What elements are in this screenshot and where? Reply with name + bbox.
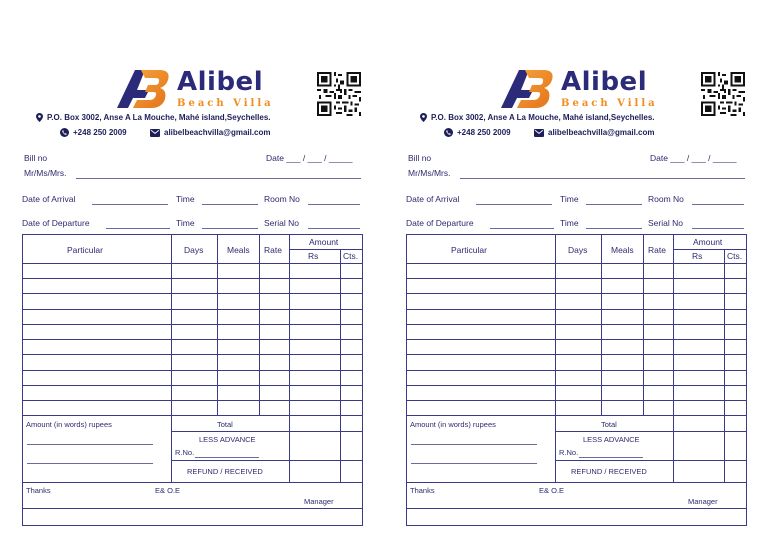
amount-words-label: Amount (in words) rupees <box>26 420 112 429</box>
footer-divider <box>23 482 362 483</box>
brand-tagline: Beach Villa <box>177 98 274 109</box>
serial-no-blank[interactable] <box>692 228 744 229</box>
amount-words-blank[interactable] <box>27 444 153 445</box>
ab-monogram <box>499 68 557 110</box>
table-row <box>407 385 746 386</box>
time-blank[interactable] <box>202 204 258 205</box>
serial-no-label: Serial No <box>264 218 299 228</box>
days-header: Days <box>568 245 588 255</box>
amount-words-blank[interactable] <box>411 444 537 445</box>
phone-line <box>60 128 127 137</box>
bill-no-label: Bill no <box>24 153 48 163</box>
rs-header: Rs <box>692 251 703 261</box>
col-divider <box>601 235 602 415</box>
phone-icon <box>60 128 69 137</box>
rno-blank[interactable] <box>195 457 259 458</box>
signature-divider <box>407 508 746 509</box>
mail-icon <box>150 129 160 137</box>
mail-icon <box>534 129 544 137</box>
table-row <box>23 324 362 325</box>
table-row <box>407 400 746 401</box>
amount-header: Amount <box>693 237 723 247</box>
total-divider <box>555 431 746 432</box>
date-departure-blank[interactable] <box>490 228 554 229</box>
meals-header: Meals <box>227 245 250 255</box>
room-no-label: Room No <box>648 194 684 204</box>
table-row <box>23 354 362 355</box>
eoe-label: E& O.E <box>539 486 565 495</box>
advance-divider <box>171 460 362 461</box>
email-text: alibelbeachvilla@gmail.com <box>164 128 271 137</box>
time-blank[interactable] <box>202 228 258 229</box>
time-label: Time <box>176 194 195 204</box>
table-row <box>407 354 746 355</box>
total-label: Total <box>217 420 233 429</box>
location-pin-icon <box>36 113 43 122</box>
footer-divider <box>407 482 746 483</box>
phone-line <box>444 128 511 137</box>
header-divider <box>23 263 362 264</box>
table-row <box>23 309 362 310</box>
signature-divider <box>23 508 362 509</box>
brand-tagline: Beach Villa <box>561 98 658 109</box>
date-departure-label: Date of Departure <box>22 218 90 228</box>
name-label: Mr/Ms/Mrs. <box>24 168 67 178</box>
table-row <box>407 324 746 325</box>
days-header: Days <box>184 245 204 255</box>
date-field[interactable]: Date ___ / ___ / _____ <box>650 153 737 163</box>
table-row <box>407 370 746 371</box>
table-row <box>23 400 362 401</box>
date-departure-label: Date of Departure <box>406 218 474 228</box>
time-label: Time <box>560 218 579 228</box>
email-line <box>150 128 271 137</box>
address-text: P.O. Box 3002, Anse A La Mouche, Mahé island,Seychelles. <box>47 113 271 122</box>
col-divider <box>289 235 290 482</box>
cts-header: Cts. <box>727 251 743 261</box>
col-divider <box>217 235 218 415</box>
manager-label: Manager <box>688 497 718 506</box>
address-line <box>420 113 655 122</box>
col-divider <box>259 235 260 415</box>
header-divider <box>407 263 746 264</box>
time-blank[interactable] <box>586 204 642 205</box>
address-text: P.O. Box 3002, Anse A La Mouche, Mahé island,Seychelles. <box>431 113 655 122</box>
table-row <box>407 278 746 279</box>
date-arrival-blank[interactable] <box>92 204 168 205</box>
email-line <box>534 128 655 137</box>
cts-header: Cts. <box>343 251 359 261</box>
phone-icon <box>444 128 453 137</box>
table-row <box>407 339 746 340</box>
ab-monogram <box>115 68 173 110</box>
table-row <box>23 339 362 340</box>
time-label: Time <box>176 218 195 228</box>
rno-label: R.No. <box>175 448 195 457</box>
brand-name: Alibel <box>561 67 648 97</box>
name-blank[interactable] <box>460 178 745 179</box>
location-pin-icon <box>420 113 427 122</box>
table-row <box>23 293 362 294</box>
refund-label: REFUND / RECEIVED <box>187 467 263 476</box>
table-row <box>407 415 746 416</box>
particular-header: Particular <box>67 245 103 255</box>
qr-code-icon <box>317 72 361 116</box>
time-blank[interactable] <box>586 228 642 229</box>
col-divider <box>171 235 172 482</box>
amount-sub-divider <box>289 249 362 250</box>
bill-copy-right <box>404 0 749 543</box>
col-divider <box>340 249 341 482</box>
room-no-blank[interactable] <box>692 204 744 205</box>
room-no-blank[interactable] <box>308 204 360 205</box>
amount-sub-divider <box>673 249 746 250</box>
table-row <box>23 385 362 386</box>
serial-no-label: Serial No <box>648 218 683 228</box>
amount-words-blank[interactable] <box>411 463 537 464</box>
particular-header: Particular <box>451 245 487 255</box>
less-advance-label: LESS ADVANCE <box>583 435 640 444</box>
manager-label: Manager <box>304 497 334 506</box>
meals-header: Meals <box>611 245 634 255</box>
rate-header: Rate <box>264 245 282 255</box>
total-label: Total <box>601 420 617 429</box>
rs-header: Rs <box>308 251 319 261</box>
amount-words-label: Amount (in words) rupees <box>410 420 496 429</box>
bill-copy-left <box>20 0 365 543</box>
col-divider <box>673 235 674 482</box>
bill-no-label: Bill no <box>408 153 432 163</box>
logo <box>115 68 275 112</box>
col-divider <box>724 249 725 482</box>
date-departure-blank[interactable] <box>106 228 170 229</box>
table-row <box>23 415 362 416</box>
total-divider <box>171 431 362 432</box>
logo <box>499 68 659 112</box>
table-row <box>407 309 746 310</box>
phone-text: +248 250 2009 <box>457 128 511 137</box>
amount-header: Amount <box>309 237 339 247</box>
date-arrival-label: Date of Arrival <box>22 194 76 204</box>
brand-name: Alibel <box>177 67 264 97</box>
eoe-label: E& O.E <box>155 486 181 495</box>
thanks-label: Thanks <box>410 486 435 495</box>
amount-words-blank[interactable] <box>27 463 153 464</box>
table-row <box>407 293 746 294</box>
col-divider <box>643 235 644 415</box>
phone-text: +248 250 2009 <box>73 128 127 137</box>
refund-label: REFUND / RECEIVED <box>571 467 647 476</box>
qr-code-icon <box>701 72 745 116</box>
advance-divider <box>555 460 746 461</box>
bill-table <box>406 234 747 526</box>
date-arrival-label: Date of Arrival <box>406 194 460 204</box>
table-row <box>23 278 362 279</box>
col-divider <box>555 235 556 482</box>
bill-table <box>22 234 363 526</box>
rno-label: R.No. <box>559 448 579 457</box>
serial-no-blank[interactable] <box>308 228 360 229</box>
name-blank[interactable] <box>76 178 361 179</box>
name-label: Mr/Ms/Mrs. <box>408 168 451 178</box>
date-field[interactable]: Date ___ / ___ / _____ <box>266 153 353 163</box>
email-text: alibelbeachvilla@gmail.com <box>548 128 655 137</box>
table-row <box>23 370 362 371</box>
rno-blank[interactable] <box>579 457 643 458</box>
thanks-label: Thanks <box>26 486 51 495</box>
less-advance-label: LESS ADVANCE <box>199 435 256 444</box>
date-arrival-blank[interactable] <box>476 204 552 205</box>
room-no-label: Room No <box>264 194 300 204</box>
address-line <box>36 113 271 122</box>
time-label: Time <box>560 194 579 204</box>
rate-header: Rate <box>648 245 666 255</box>
